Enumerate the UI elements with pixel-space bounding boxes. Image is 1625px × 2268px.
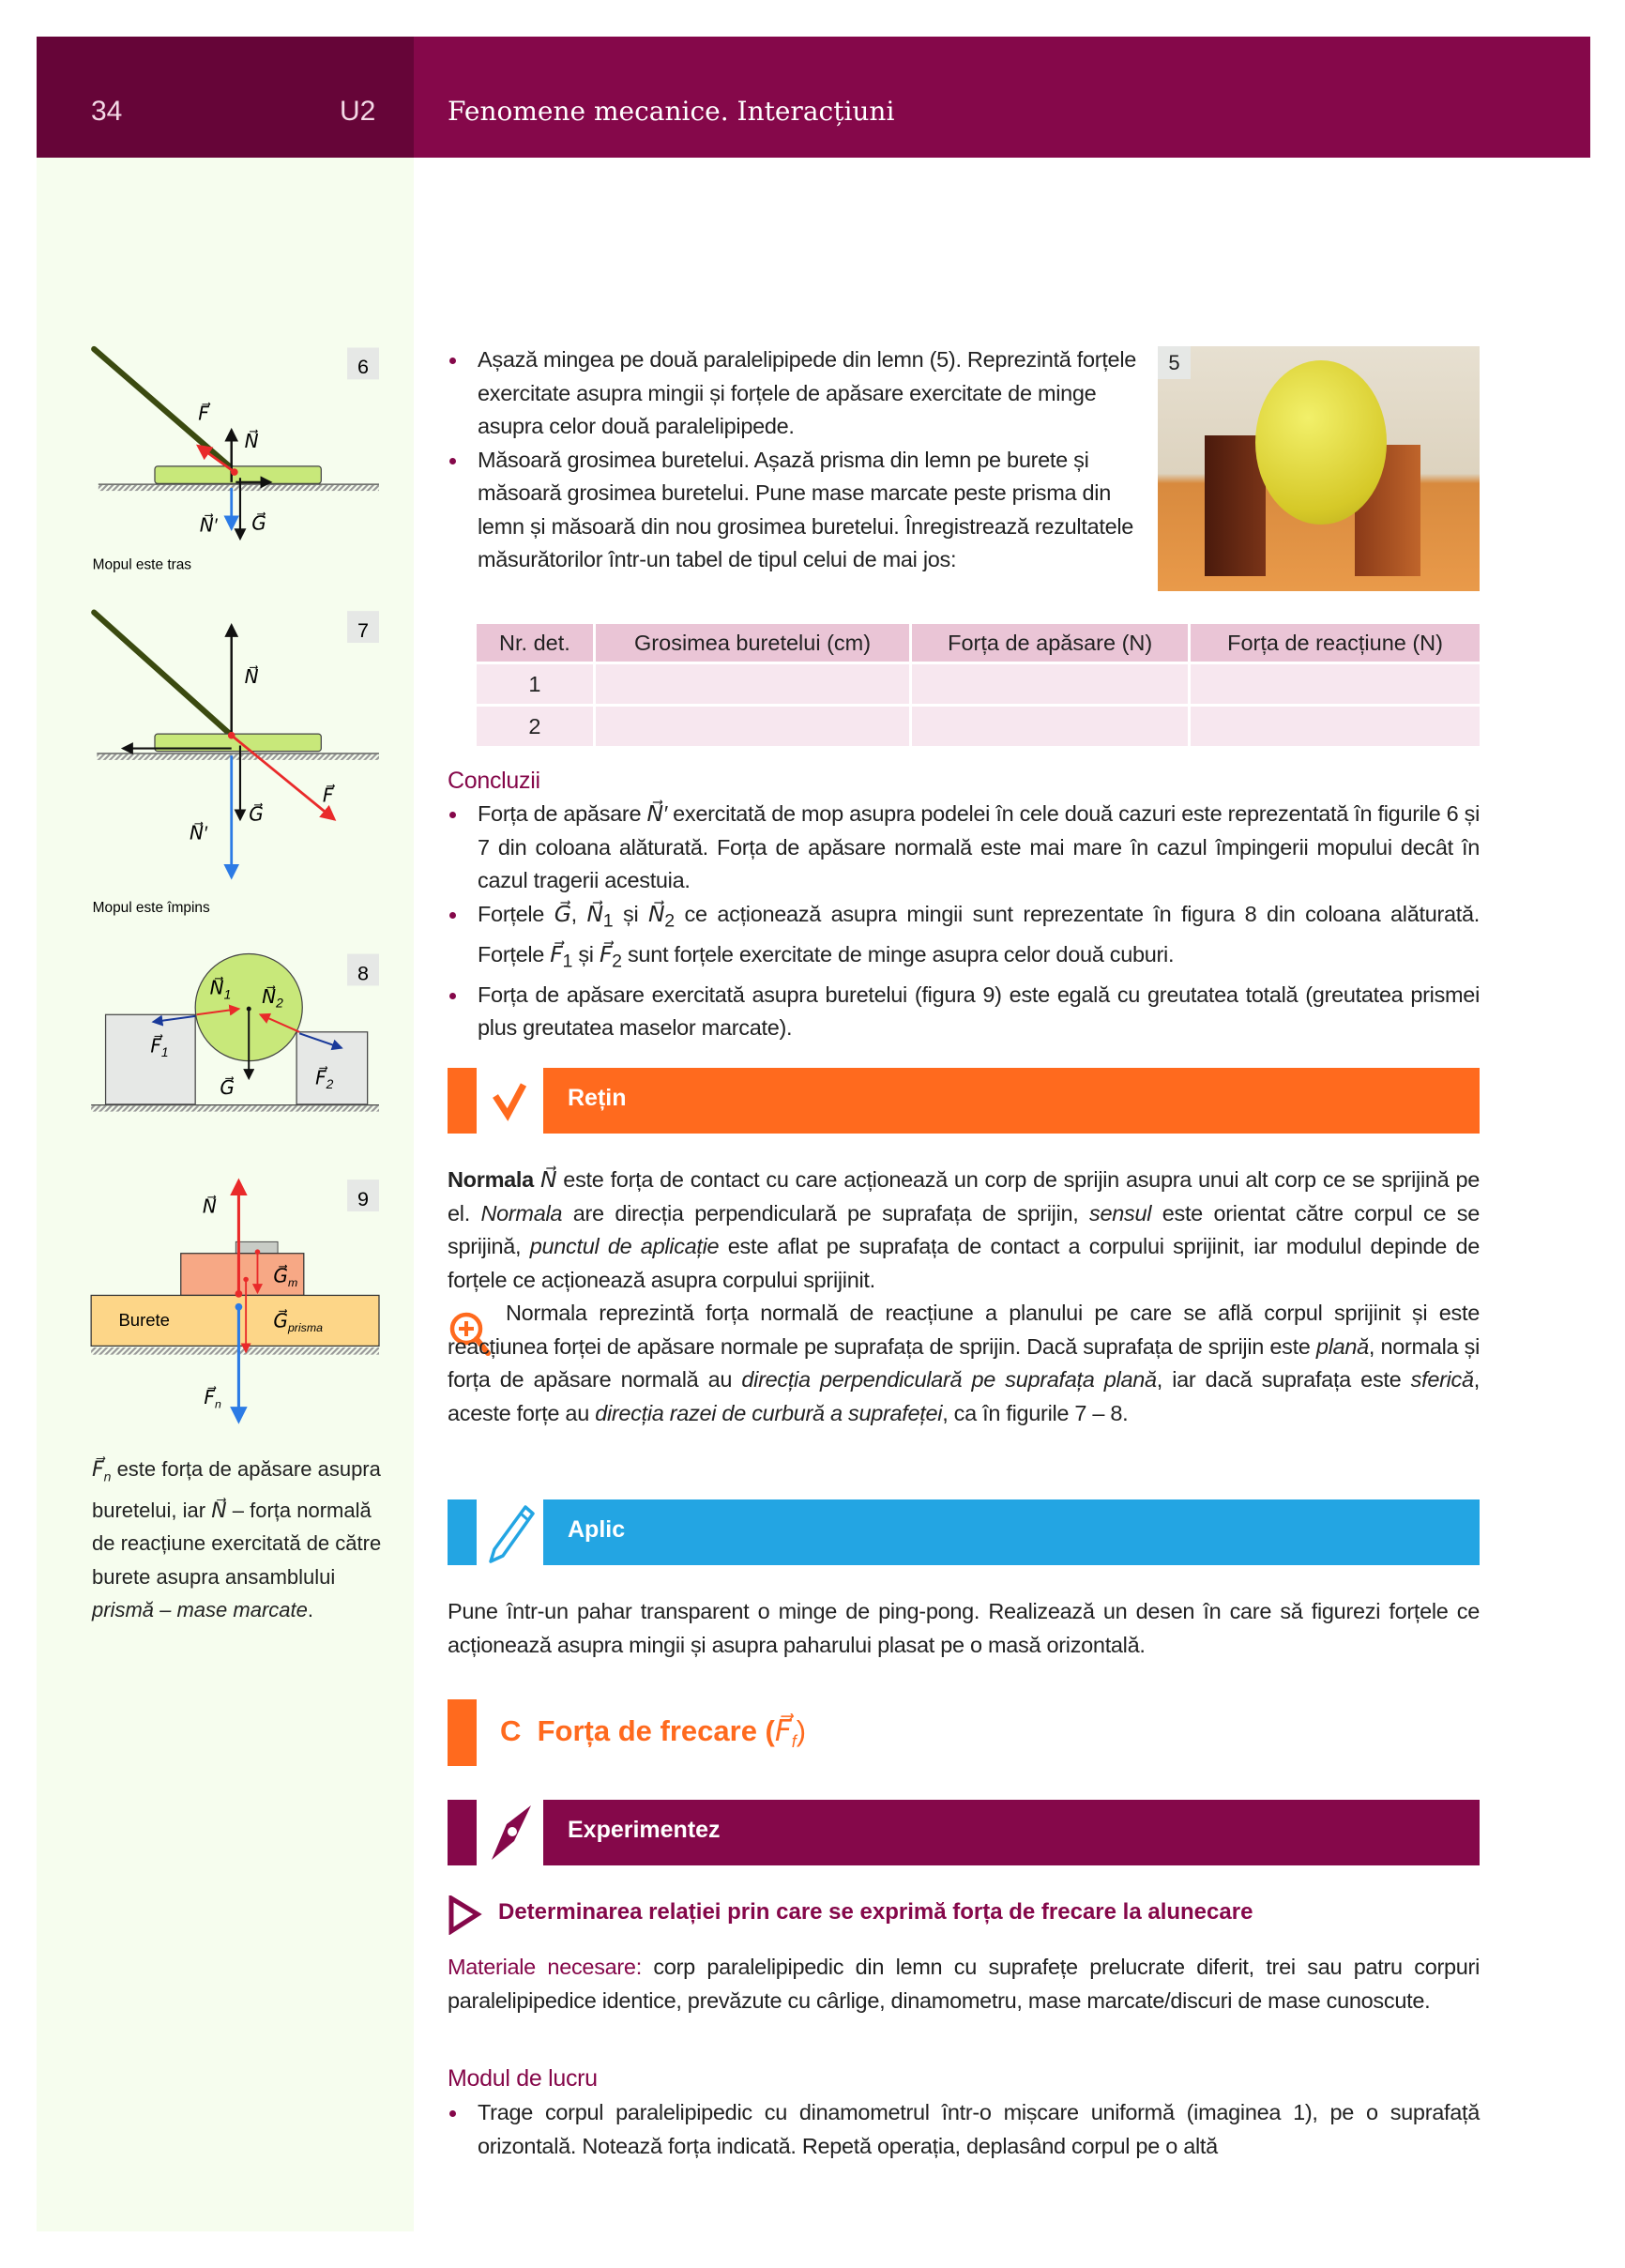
label-N2: $N⃗_2$	[262, 986, 283, 1011]
figure-number: 8	[357, 961, 370, 985]
section-c-heading: C Forța de frecare $(F⃗_f)$	[500, 1714, 807, 1752]
table-cell	[912, 664, 1188, 704]
ground	[91, 1347, 379, 1355]
play-triangle-icon	[448, 1895, 485, 1940]
photo-ball-on-blocks	[1158, 346, 1480, 591]
figure-9	[91, 1180, 379, 1422]
experimentez-label: Experimentez	[568, 1817, 721, 1843]
list-item: Forțele G⃗, $N⃗_1$ și $N⃗_2$ ce acționează asupra mingii sunt reprezentate în figura 8 din coloana alăturată. Forțele $F⃗_1$ și $F⃗_2$ sunt forțele exercitate de minge asupra celor două cuburi.	[448, 898, 1480, 979]
column-header: Grosimea buretelui (cm)	[596, 624, 909, 662]
column-header: Forța de apăsare (N)	[912, 624, 1188, 662]
label-F2: $F⃗_2$	[315, 1068, 334, 1091]
section-marker	[448, 1699, 477, 1766]
label-G: G⃗	[251, 513, 266, 535]
retin-label: Rețin	[568, 1085, 627, 1111]
column-header: Forța de reacțiune (N)	[1191, 624, 1480, 662]
table-row	[477, 664, 1480, 704]
intro-bullets	[448, 343, 1137, 577]
normal-explanation: Normala reprezintă forța normală de reacțiune a planului pe care se află corpul sprijinit și este reacțiunea forței de apăsare normale pe suprafața de sprijin. Dacă suprafața de sprijin este plană, normala și forța de apăsare normală au direcția perpendiculară pe suprafața plană, iar dacă suprafața este sferică, aceste forțe au direcția razei de curbură a suprafeței, ca în figurile 7 – 8.	[448, 1301, 1480, 1425]
method-list	[448, 2096, 1480, 2163]
figure-6	[93, 347, 379, 572]
sponge-label: Burete	[118, 1309, 170, 1330]
figure-8	[91, 954, 379, 1112]
figure-number: 5	[1158, 346, 1191, 379]
list-item: Trage corpul paralelipipedic cu dinamometrul într-o mișcare uniformă (imaginea 1), pe o suprafață orizontală. Notează forța indicată. Repetă operația, deplasând corpul pe o altă	[448, 2096, 1480, 2163]
materials-paragraph: Materiale necesare: corp paralelipipedic din lemn cu suprafețe prelucrate diferit, trei sau patru corpuri paralelipipedice identice, prevăzute cu cârlige, dinamometru, mase marcate/discuri de mase cunoscute.	[448, 1955, 1480, 2013]
table-cell	[596, 664, 909, 704]
checkmark-icon	[477, 1068, 543, 1134]
label-Fn: $F⃗_n$	[204, 1388, 221, 1411]
table-header-row	[477, 624, 1480, 662]
ground	[97, 754, 379, 760]
experimentez-banner	[448, 1800, 1480, 1865]
label-G: G⃗	[220, 1078, 235, 1100]
figure-number: 7	[357, 617, 370, 642]
ground	[99, 485, 379, 491]
right-block	[296, 1032, 368, 1104]
list-item: Forța de apăsare N⃗′ exercitată de mop asupra podelei în cele două cazuri este reprezentată în figurile 6 și 7 din coloana alăturată. Forța de apăsare normală este mai mare în cazul împingerii mopului decât în cazul tragerii acestuia.	[448, 798, 1480, 898]
tennis-ball	[1255, 360, 1387, 525]
measurement-table	[474, 621, 1482, 749]
figure-number: 6	[357, 355, 370, 379]
figure-number: 9	[357, 1186, 370, 1210]
label-F: F⃗	[198, 403, 209, 425]
label-F: F⃗	[322, 785, 334, 807]
label-N: N⃗	[244, 667, 259, 689]
label-Gm: $G⃗_m$	[273, 1266, 298, 1290]
label-N-prime: N⃗′	[199, 515, 218, 537]
retin-banner	[448, 1068, 1480, 1134]
label-N-prime: N⃗′	[189, 823, 207, 845]
column-header: Nr. det.	[477, 624, 593, 662]
table-cell: 1	[477, 664, 593, 704]
chapter-title: Fenomene mecanice. Interacțiuni	[448, 96, 895, 127]
list-item: Așază mingea pe două paralelipipede din lemn (5). Reprezintă forțele exercitate asupra mingii și forțele de apăsare exercitate de minge asupra celor două paralelipipede.	[448, 343, 1137, 444]
conclusions-heading: Concluzii	[448, 768, 540, 794]
page-number: 34	[91, 96, 123, 127]
aplic-label: Aplic	[568, 1516, 626, 1543]
label-N: N⃗	[202, 1196, 217, 1218]
table-cell: 2	[477, 707, 593, 746]
list-item: Măsoară grosimea buretelui. Așază prisma din lemn pe burete și măsoară grosimea buretelui. Pune mase marcate peste prisma din lemn și măsoară din nou grosimea buretelui. Înregistrează rezultatele măsurătorilor într-un tabel de tipul celui de mai jos:	[448, 444, 1137, 577]
label-N1: $N⃗_1$	[209, 978, 232, 1002]
figure-caption: Mopul este împins	[92, 899, 210, 916]
label-N: N⃗	[244, 431, 259, 452]
aplic-text: Pune într-un pahar transparent o minge de ping-pong. Realizează un desen în care să figurezi forțele ce acționează asupra mingii și asupra paharului plasat pe o masă orizontală.	[448, 1599, 1480, 1657]
table-cell	[596, 707, 909, 746]
ground	[91, 1105, 379, 1111]
unit-label: U2	[340, 96, 376, 127]
table-cell	[1191, 664, 1480, 704]
label-G: G⃗	[249, 804, 264, 826]
compass-icon	[477, 1800, 543, 1865]
label-F1: $F⃗_1$	[150, 1036, 169, 1060]
list-item: Forța de apăsare exercitată asupra buretelui (figura 9) este egală cu greutatea totală (greutatea prismei plus greutatea maselor marcate).	[448, 979, 1480, 1045]
aplic-banner	[448, 1499, 1480, 1565]
figure-7	[93, 611, 379, 916]
experiment-title: Determinarea relației prin care se exprimă forța de frecare la alunecare	[498, 1899, 1253, 1925]
method-heading: Modul de lucru	[448, 2065, 598, 2092]
conclusions-list	[448, 798, 1480, 1045]
table-cell	[1191, 707, 1480, 746]
mop-head	[155, 466, 321, 484]
figure-caption: Mopul este tras	[92, 556, 192, 573]
table-cell	[912, 707, 1188, 746]
label-Gprisma: $G⃗_{prisma}$	[273, 1311, 323, 1334]
mop-handle	[94, 613, 231, 736]
table-row	[477, 707, 1480, 746]
figures-6-9	[0, 0, 414, 2268]
figure-9-caption: $F⃗_n$ este forța de apăsare asupra buretelui, iar N⃗ – forța normală de reacțiune exercitată de către burete asupra ansamblului prismă – mase marcate.	[92, 1457, 382, 1622]
left-block	[106, 1014, 196, 1104]
pencil-icon	[477, 1499, 543, 1565]
mop-handle	[94, 349, 235, 471]
normal-definition: Normala N⃗ este forța de contact cu care acționează un corp de sprijin asupra unui alt corp ce se sprijină pe el. Normala are direcția perpendiculară pe suprafața de sprijin, sensul este orientat către corpul ce se sprijină, punctul de aplicație este aflat pe suprafața de contact a corpului sprijinit, iar modulul depinde de forțele ce acționează asupra corpului sprijinit.	[448, 1167, 1481, 1292]
